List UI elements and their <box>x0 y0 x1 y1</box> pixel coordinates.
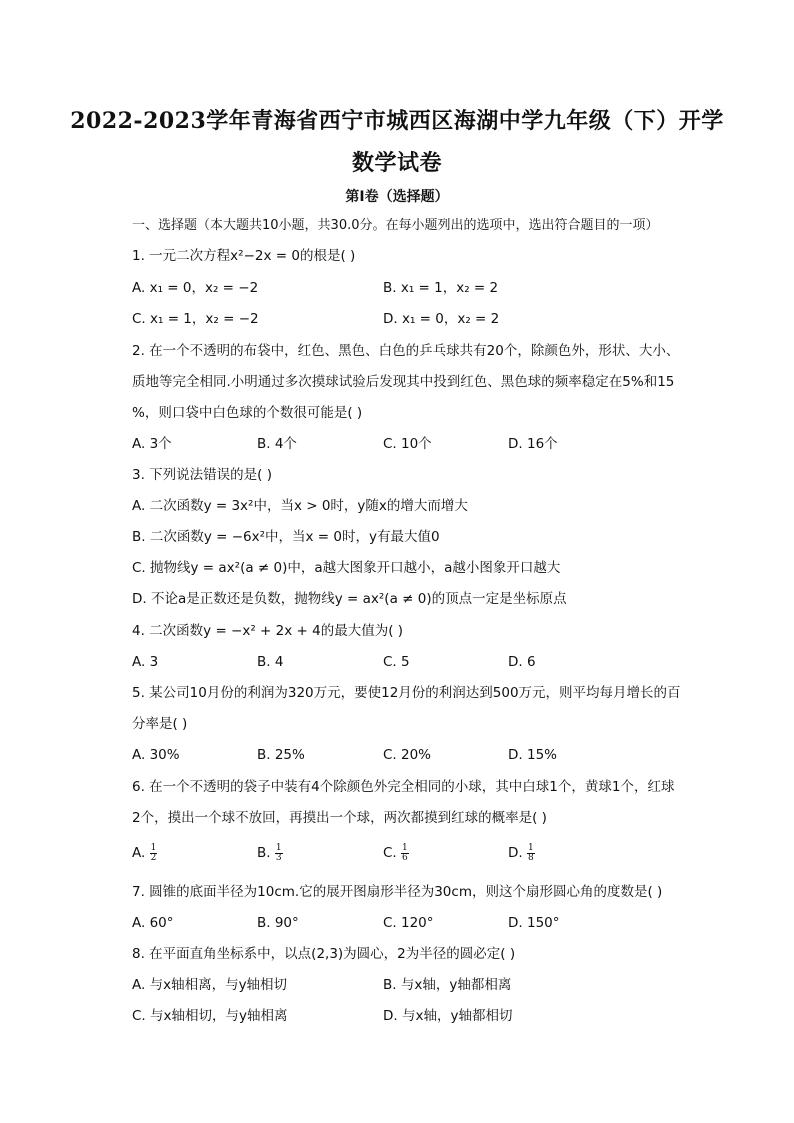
question-2-option-d: D. 16个 <box>508 436 558 452</box>
question-8-option-a: A. 与x轴相离，与y轴相切 <box>132 977 288 993</box>
question-8-stem: 8. 在平面直角坐标系中，以点(2,3)为圆心，2为半径的圆必定( ) <box>132 946 516 962</box>
question-2-stem-line-2: 质地等完全相同.小明通过多次摸球试验后发现其中投到红色、黑色球的频率稳定在5%和15 <box>132 374 675 390</box>
fraction-c-numerator: 1 <box>402 842 408 853</box>
question-4-stem: 4. 二次函数y = −x² + 2x + 4的最大值为( ) <box>132 623 404 639</box>
question-7-stem: 7. 圆锥的底面半径为10cm.它的展开图扇形半径为30cm，则这个扇形圆心角的度数是( ) <box>132 884 663 900</box>
question-8-option-b: B. 与x轴，y轴都相离 <box>383 977 512 993</box>
question-7-option-a: A. 60° <box>132 915 174 931</box>
question-3-option-c: C. 抛物线y = ax²(a ≠ 0)中，a越大图象开口越小，a越小图象开口越大 <box>132 560 561 576</box>
section-heading: 一、选择题（本大题共10小题，共30.0分。在每小题列出的选项中，选出符合题目的一项） <box>132 218 659 233</box>
exam-title-line-2: 数学试卷 <box>351 150 442 176</box>
fraction-d-denominator: 8 <box>527 852 534 863</box>
question-6-option-c-label: C. <box>383 845 397 861</box>
question-3-option-a: A. 二次函数y = 3x²中，当x > 0时，y随x的增大而增大 <box>132 498 468 514</box>
question-7-option-d: D. 150° <box>508 915 560 931</box>
question-5-option-a: A. 30% <box>132 747 180 763</box>
question-2-option-a: A. 3个 <box>132 436 172 452</box>
question-4-option-b: B. 4 <box>257 654 284 670</box>
question-6-stem-line-2: 2个，摸出一个球不放回，再摸出一个球，两次都摸到红球的概率是( ) <box>132 810 547 826</box>
question-3-option-d: D. 不论a是正数还是负数，抛物线y = ax²(a ≠ 0)的顶点一定是坐标原点 <box>132 591 567 607</box>
question-4-option-a: A. 3 <box>132 654 159 670</box>
question-6-option-b-label: B. <box>257 845 271 861</box>
question-7-option-b: B. 90° <box>257 915 299 931</box>
question-5-stem-line-2: 分率是( ) <box>132 716 188 732</box>
fraction-b-denominator: 3 <box>275 852 282 863</box>
question-1-stem: 1. 一元二次方程x²−2x = 0的根是( ) <box>132 248 356 264</box>
question-5-option-d: D. 15% <box>508 747 557 763</box>
fraction-a-numerator: 1 <box>150 842 157 853</box>
fraction-c <box>401 844 409 863</box>
question-6-option-c <box>383 843 409 863</box>
question-4-option-c: C. 5 <box>383 654 410 670</box>
question-1-option-c: C. x₁ = 1，x₂ = −2 <box>132 311 259 327</box>
question-8-option-d: D. 与x轴，y轴都相切 <box>383 1008 513 1024</box>
fraction-b-numerator: 1 <box>275 842 282 853</box>
question-2-option-c: C. 10个 <box>383 436 432 452</box>
question-5-option-b: B. 25% <box>257 747 305 763</box>
question-6-option-d-label: D. <box>508 845 523 861</box>
question-6-stem-line-1: 6. 在一个不透明的袋子中装有4个除颜色外完全相同的小球，其中白球1个，黄球1个，红球 <box>132 779 675 795</box>
question-1-option-d: D. x₁ = 0，x₂ = 2 <box>383 311 500 327</box>
question-2-stem-line-3: %，则口袋中白色球的个数很可能是( ) <box>132 405 363 421</box>
question-2-option-b: B. 4个 <box>257 436 297 452</box>
fraction-d-numerator: 1 <box>527 842 534 853</box>
fraction-a <box>150 844 158 863</box>
question-1-option-a: A. x₁ = 0，x₂ = −2 <box>132 280 259 296</box>
question-6-option-a <box>132 843 157 863</box>
question-6-option-b <box>257 843 283 863</box>
question-8-option-c: C. 与x轴相切，与y轴相离 <box>132 1008 288 1024</box>
question-7-option-c: C. 120° <box>383 915 434 931</box>
exam-title-line-1: 2022-2023学年青海省西宁市城西区海湖中学九年级（下）开学 <box>70 108 724 134</box>
question-2-stem-line-1: 2. 在一个不透明的布袋中，红色、黑色、白色的乒乓球共有20个，除颜色外，形状、大小、 <box>132 343 680 359</box>
fraction-b <box>275 844 283 863</box>
fraction-d <box>527 844 535 863</box>
fraction-a-denominator: 2 <box>150 852 157 863</box>
question-3-stem: 3. 下列说法错误的是( ) <box>132 467 272 483</box>
fraction-c-denominator: 6 <box>402 852 408 863</box>
question-5-option-c: C. 20% <box>383 747 432 763</box>
question-4-option-d: D. 6 <box>508 654 536 670</box>
question-5-stem-line-1: 5. 某公司10月份的利润为320万元，要使12月份的利润达到500万元，则平均每月增长的百 <box>132 685 681 701</box>
question-1-option-b: B. x₁ = 1，x₂ = 2 <box>383 280 499 296</box>
question-6-option-a-label: A. <box>132 845 146 861</box>
question-6-option-d <box>508 843 535 863</box>
question-3-option-b: B. 二次函数y = −6x²中，当x = 0时，y有最大值0 <box>132 529 440 545</box>
part-heading: 第I卷（选择题） <box>345 189 449 205</box>
